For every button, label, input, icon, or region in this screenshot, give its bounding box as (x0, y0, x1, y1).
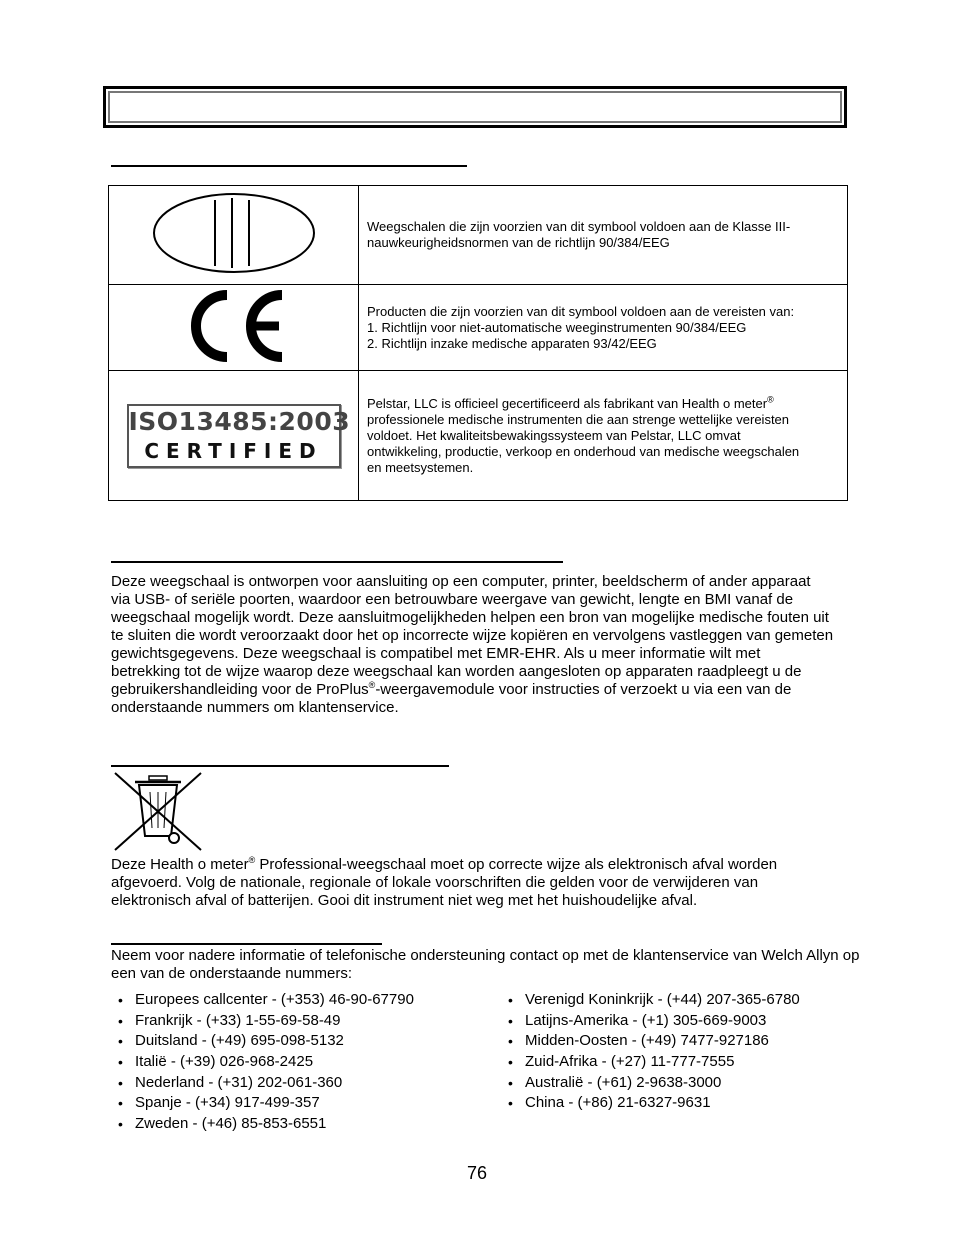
registered-mark: ® (767, 394, 774, 405)
paragraph-line: gewichtsgegevens. Deze weegschaal is compatibel met EMR-EHR. Als u meer informatie wilt met (111, 645, 761, 662)
paragraph-line: Neem voor nadere informatie of telefonische ondersteuning contact op met de klantenservice van Welch Allyn op (111, 947, 860, 964)
list-item: • Frankrijk - (+33) 1-55-69-58-49 (112, 1011, 414, 1032)
heading-underline (111, 943, 382, 945)
description-line: Producten die zijn voorzien van dit symbool voldoen aan de vereisten van: (367, 303, 795, 319)
paragraph-line: te sluiten die wordt veroorzaakt door het op incorrecte wijze kopiëren en vervolgens vastleggen van gemeten (111, 627, 834, 644)
paragraph-line: weegschaal mogelijk wordt. Deze aansluitmogelijkheden helpen een bron van mogelijke medische fouten uit (111, 609, 829, 626)
list-item: • Latijns-Amerika - (+1) 305-669-9003 (502, 1011, 800, 1032)
registered-mark: ® (248, 855, 256, 865)
table-row (109, 186, 848, 285)
description-line: 1. Richtlijn voor niet-automatische weeginstrumenten 90/384/EEG (367, 319, 747, 335)
list-item: • Zweden - (+46) 85-853-6551 (112, 1114, 414, 1135)
connectivity-paragraph (111, 573, 901, 717)
symbol-cell (109, 371, 359, 501)
paragraph-line: betrekking tot de wijze waarop deze weegschaal kan worden aangesloten op apparaten raadpleegt u de (111, 663, 802, 680)
paragraph-line: afgevoerd. Volg de nationale, regionale of lokale voorschriften die gelden voor de verwijderen van (111, 874, 759, 891)
description-line: nauwkeurigheidsnormen van de richtlijn 90/384/EEG (367, 235, 670, 250)
paragraph-line: Deze weegschaal is ontworpen voor aansluiting op een computer, printer, beeldscherm of ander apparaat (111, 573, 811, 590)
paragraph-line: een van de onderstaande nummers: (111, 965, 352, 982)
paragraph-line (111, 681, 901, 699)
description-line: 2. Richtlijn inzake medische apparaten 93/42/EEG (367, 335, 657, 351)
paragraph-line: elektronisch afval of batterijen. Gooi dit instrument niet weg met het huishoudelijke afval. (111, 892, 698, 909)
registered-mark: ® (368, 680, 376, 690)
paragraph-text: Deze Health o meter (111, 856, 249, 873)
list-item: • Spanje - (+34) 917-499-357 (112, 1093, 414, 1114)
list-item: • China - (+86) 21-6327-9631 (502, 1093, 800, 1114)
description-line (367, 396, 837, 412)
contact-list-right (502, 990, 800, 1114)
iso-logo-certified: CERTIFIED (144, 438, 323, 463)
page-number: 76 (466, 1163, 488, 1183)
weee-crossed-bin-icon (113, 770, 205, 852)
class-iii-accuracy-icon (151, 191, 317, 275)
description-line: en meetsystemen. (367, 459, 474, 475)
symbols-table (108, 185, 848, 501)
paragraph-line: via USB- of seriële poorten, waardoor een betrouwbare weergave van gewicht, lengte en BMI vanaf de (111, 591, 794, 608)
paragraph-text: gebruikershandleiding voor de ProPlus (111, 681, 369, 698)
paragraph-text: -weergavemodule voor instructies of verzoekt u via een van de (375, 681, 792, 698)
description-line: ontwikkeling, productie, verkoop en onderhoud van medische weegschalen (367, 443, 800, 459)
list-item: • Australië - (+61) 2-9638-3000 (502, 1073, 800, 1094)
list-item: • Zuid-Afrika - (+27) 11-777-7555 (502, 1052, 800, 1073)
list-item: • Midden-Oosten - (+49) 7477-927186 (502, 1031, 800, 1052)
symbol-description (359, 371, 848, 501)
contact-list-left (112, 990, 414, 1135)
list-item: • Duitsland - (+49) 695-098-5132 (112, 1031, 414, 1052)
ce-mark-icon (179, 289, 289, 363)
list-item: • Italië - (+39) 026-968-2425 (112, 1052, 414, 1073)
table-row (109, 285, 848, 371)
description-line: voldoet. Het kwaliteitsbewakingssysteem van Pelstar, LLC omvat (367, 427, 741, 443)
list-item: • Europees callcenter - (+353) 46-90-67790 (112, 990, 414, 1011)
description-line: Weegschalen die zijn voorzien van dit symbool voldoen aan de Klasse III- (367, 219, 791, 234)
paragraph-text: Professional-weegschaal moet op correcte wijze als elektronisch afval worden (255, 856, 778, 873)
table-row (109, 371, 848, 501)
heading-underline (111, 561, 563, 563)
service-paragraph (111, 947, 911, 983)
paragraph-line: onderstaande nummers om klantenservice. (111, 699, 399, 716)
iso-certified-icon (127, 404, 351, 468)
symbol-cell (109, 285, 359, 371)
iso-logo-title: ISO13485:2003 (128, 406, 351, 436)
symbol-description (359, 285, 848, 371)
description-text: Pelstar, LLC is officieel gecertificeerd als fabrikant van Health o meter (367, 395, 768, 411)
list-item: • Nederland - (+31) 202-061-360 (112, 1073, 414, 1094)
paragraph-line (111, 856, 901, 874)
section-title-frame (103, 86, 847, 128)
symbol-cell (109, 186, 359, 285)
heading-underline (111, 765, 449, 767)
symbol-description (359, 186, 848, 285)
disposal-paragraph (111, 856, 901, 910)
description-line: professionele medische instrumenten die aan strenge wettelijke vereisten (367, 411, 790, 427)
heading-underline (111, 165, 467, 167)
list-item: • Verenigd Koninkrijk - (+44) 207-365-6780 (502, 990, 800, 1011)
